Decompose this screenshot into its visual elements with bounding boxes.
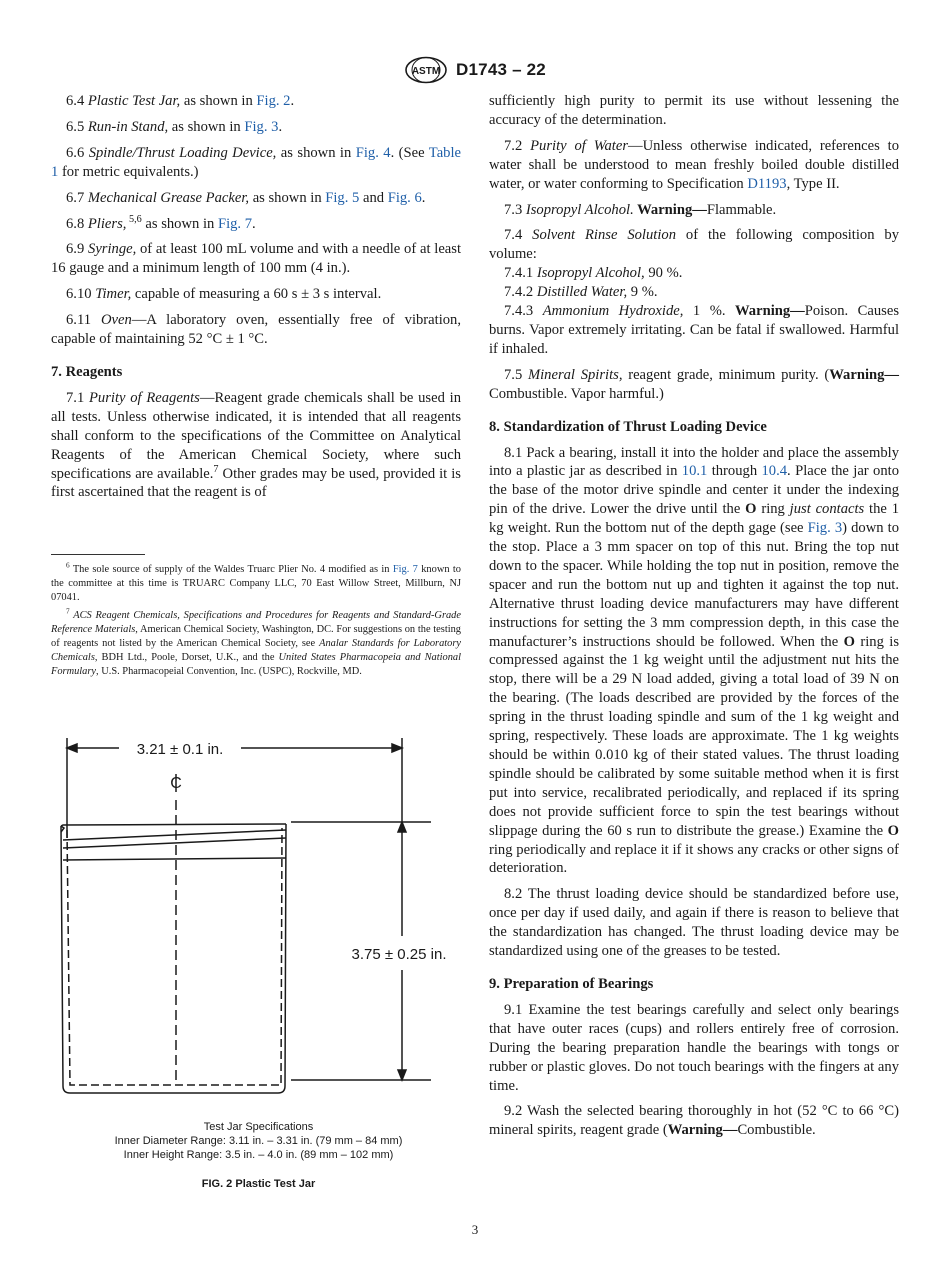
astm-logo-icon xyxy=(404,56,448,84)
figure-caption-line: Inner Height Range: 3.5 in. – 4.0 in. (89 mm – 102 mm) xyxy=(123,1149,394,1161)
link-table-1[interactable]: Table 1 xyxy=(51,144,461,180)
link-fig-6[interactable]: Fig. 6 xyxy=(387,189,422,206)
link-fig-3[interactable]: Fig. 3 xyxy=(244,118,279,135)
figure-2-plastic-test-jar xyxy=(51,730,466,1200)
para-6-6: 6.6 Spindle/Thrust Loading Device, as shown in Fig. 4. (See Table 1 for metric equivalents.) xyxy=(51,144,461,180)
para-9-2: 9.2 Wash the selected bearing thoroughly in hot (52 °C to 66 °C) mineral spirits, reagent grade (Warning—Combustible. xyxy=(489,1103,899,1139)
para-7-1-continued: sufficiently high purity to permit its use without lessening the accuracy of the determination. xyxy=(489,93,899,128)
footnote-7: $^7$ ACS Reagent Chemicals, Specifications and Procedures for Reagents and Standard-Grade Reference Materials, American Chemical Society, Washington, DC. For suggestions on the testing of reagents not listed by the American Chemical Society, see Analar Standards for Laboratory Chemicals, BDH Ltd., Poole, Dorset, U.K., and the United States Pharmacopeia and National Formulary, U.S. Pharmacopeial Convention, Inc. (USPC), Rockville, MD. xyxy=(51,607,461,678)
jar-rim-line-1 xyxy=(63,830,286,840)
section-heading-9: 9. Preparation of Bearings xyxy=(489,975,654,992)
para-6-4: 6.4 Plastic Test Jar, as shown in Fig. 2. xyxy=(66,93,295,109)
jar-rim-line-3 xyxy=(63,858,286,860)
height-arrow-top xyxy=(398,822,406,832)
link-fig-2[interactable]: Fig. 2 xyxy=(256,93,291,109)
para-7-2: 7.2 Purity of Water—Unless otherwise indicated, references to water shall be understood to mean freshly boiled double distilled water, or water conforming to Specification D1193, Type II. xyxy=(489,137,900,192)
figure-title: FIG. 2 Plastic Test Jar xyxy=(201,1178,316,1190)
link-10-1[interactable]: 10.1 xyxy=(681,463,708,480)
link-fig-4[interactable]: Fig. 4 xyxy=(355,144,391,161)
para-6-9: 6.9 Syringe, of at least 100 mL volume and with a needle of at least 16 gauge and a minimum length of 100 mm (4 in.). xyxy=(51,241,462,277)
para-7-4-3: 7.4.3 Ammonium Hydroxide, 1 %. Warning—Poison. Causes burns. Vapor extremely irritating. Can be fatal if swallowed. Harmful if inhaled. xyxy=(489,303,900,357)
section-heading-8: 8. Standardization of Thrust Loading Device xyxy=(489,418,767,435)
para-7-4-1: 7.4.1 Isopropyl Alcohol, 90 %. xyxy=(504,265,683,282)
para-9-1: 9.1 Examine the test bearings carefully and select only bearings that have outer races (cups) and rollers entirely free of corrosion. During the bearing preparation handle the bearings with tongs or rubber or plastic gloves. Do not touch bearings with the fingers at any time. xyxy=(489,1001,899,1094)
jar-rim-line-2 xyxy=(63,838,286,848)
link-10-4[interactable]: 10.4 xyxy=(761,463,788,480)
para-6-5: 6.5 Run-in Stand, as shown in Fig. 3. xyxy=(66,118,283,135)
link-fig-7[interactable]: Fig. 7 xyxy=(217,215,253,232)
para-7-4-2: 7.4.2 Distilled Water, 9 %. xyxy=(504,284,658,301)
right-column xyxy=(489,92,899,1147)
page-header xyxy=(0,56,950,84)
para-8-2: 8.2 The thrust loading device should be standardized before use, once per day if used daily, and again if there is reason to believe that the standardization has changed. The thrust loading device may be standardized using one of the greases to be tested. xyxy=(489,886,899,960)
footnote-6: $^6$ The sole source of supply of the Waldes Truarc Plier No. 4 modified as in Fig. 7 known to the committee at this time is TRUARC Company LLC, 70 East Willow Street, Millburn, NJ 07041. xyxy=(51,561,461,604)
width-arrow-right xyxy=(392,744,402,752)
link-d1193[interactable]: D1193 xyxy=(747,175,787,192)
link-fig-3-right[interactable]: Fig. 3 xyxy=(807,520,843,537)
footnote-rule xyxy=(51,554,145,555)
height-arrow-bottom xyxy=(398,1070,406,1080)
page-number: 3 xyxy=(471,1222,479,1237)
document-designation: D1743 – 22 xyxy=(456,60,546,79)
para-7-5: 7.5 Mineral Spirits, reagent grade, minimum purity. (Warning—Combustible. Vapor harmful.) xyxy=(489,366,900,402)
para-7-4: 7.4 Solvent Rinse Solution of the following composition by volume: xyxy=(489,227,900,263)
left-column xyxy=(51,92,461,683)
test-jar-drawing xyxy=(51,730,466,1100)
figure-caption-line: Inner Diameter Range: 3.11 in. – 3.31 in. (79 mm – 84 mm) xyxy=(114,1135,403,1147)
para-8-1: 8.1 Pack a bearing, install it into the holder and place the assembly into a plastic jar as described in 10.1 through 10.4. Place the jar onto the base of the motor drive spindle and center it under the indexing pin of the drive. Lower the drive until the O ring just contacts the 1 kg weight. Run the bottom nut of the depth gage (see Fig. 3) down to the stop. Place a 3 mm spacer on top of this nut. Bring the top nut down to the spacer. While holding the top nut in position, remove the spacer and run the bottom nut up and tighten it against the top nut. Alternative thrust loading device manufacturers may have different instructions for setting the 3 mm compression depth, in this case the manufacturer’s instructions should be followed. When the O ring is compressed against the 1 kg weight until the adjustment nut hits the stop, there will be a 29 N load added, giving a total load of 39 N on the bearing. (The loads described are provided by the forces of the spring in the thrust loading spindle and sum of the 1 kg weight and spring, respectively. These loads are approximate. The 1 kg weights should be within 0.010 kg of their stated values. The thrust loading spindle should be calibrated by some suitable method when it is first put into service, recalibrated periodically, and replaced if its spring does not provide sufficient force to spin the test bearings without slippage during the 60 s run to distribute the grease.) Examine the O ring periodically and replace it if it shows any cracks or other signs of deterioration. xyxy=(489,444,899,877)
astm-logo-text: ASTM xyxy=(411,66,441,77)
link-fig-5[interactable]: Fig. 5 xyxy=(325,189,360,206)
para-6-11: 6.11 Oven—A laboratory oven, essentially free of vibration, capable of maintaining 52 °C ± 1 °C. xyxy=(51,312,461,348)
section-heading-7: 7. Reagents xyxy=(51,363,123,380)
jar-rim-top xyxy=(61,824,286,826)
centerline-symbol: C xyxy=(170,775,182,792)
jar-inner-wall xyxy=(67,828,282,1085)
para-7-3: 7.3 Isopropyl Alcohol. Warning—Flammable. xyxy=(504,201,777,218)
para-6-8: 6.8 Pliers, $^{5,6}$ as shown in Fig. 7. xyxy=(66,213,256,232)
para-7-1: 7.1 Purity of Reagents—Reagent grade chemicals shall be used in all tests. Unless otherwise indicated, it is intended that all reagents shall conform to the specifications of the Committee on Analytical Reagents of the American Chemical Society, where such specifications are available.$^7$ Other grades may be used, provided it is first ascertained that the reagent is of xyxy=(51,389,461,501)
para-6-7: 6.7 Mechanical Grease Packer, as shown in Fig. 5 and Fig. 6. xyxy=(66,189,426,206)
figure-caption-line: Test Jar Specifications xyxy=(203,1121,314,1133)
footnote-link-fig-7[interactable]: Fig. 7 xyxy=(392,564,418,576)
width-dimension-label: 3.21 ± 0.1 in. xyxy=(136,741,224,758)
width-arrow-left xyxy=(67,744,77,752)
jar-outer-wall xyxy=(61,824,286,1093)
height-dimension-label: 3.75 ± 0.25 in. xyxy=(351,946,447,963)
para-6-10: 6.10 Timer, capable of measuring a 60 s ± 3 s interval. xyxy=(66,286,382,303)
